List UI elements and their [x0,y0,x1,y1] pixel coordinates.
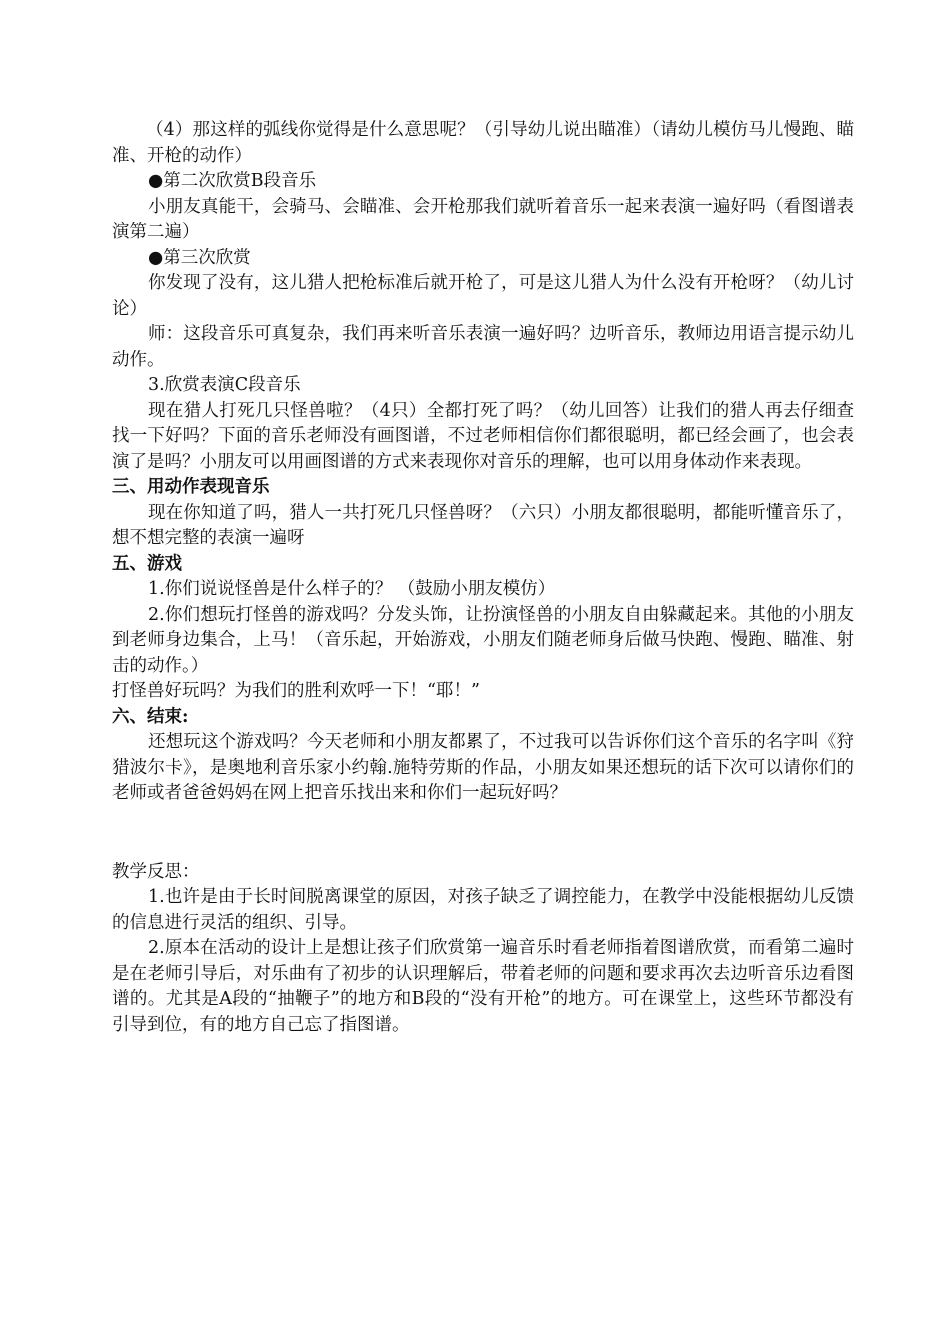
paragraph: 小朋友真能干，会骑马、会瞄准、会开枪那我们就听着音乐一起来表演一遍好吗（看图谱表演第二遍） [112,196,854,242]
reflection-title: 教学反思： [112,861,200,882]
paragraph: 2.原本在活动的设计上是想让孩子们欣赏第一遍音乐时看老师指着图谱欣赏，而看第二遍时是在老师引导后，对乐曲有了初步的认识理解后，带着老师的问题和要求再次去边听音乐边看图谱的。尤其是A段的“抽鞭子”的地方和B段的“没有开枪”的地方。可在课堂上，这些环节都没有引导到位，有的地方自己忘了指图谱。 [112,938,854,1035]
paragraph: 现在你知道了吗，猎人一共打死几只怪兽呀？（六只）小朋友都很聪明，都能听懂音乐了，想不想完整的表演一遍呀 [112,502,854,548]
section-heading: 五、游戏 [112,553,182,574]
section-heading: 六、结束: [112,706,189,727]
paragraph: 打怪兽好玩吗？为我们的胜利欢呼一下！“耶！” [112,681,480,701]
paragraph: 1.也许是由于长时间脱离课堂的原因，对孩子缺乏了调控能力，在教学中没能根据幼儿反馈的信息进行灵活的组织、引导。 [112,887,854,933]
paragraph: ●第二次欣赏B段音乐 [148,171,317,191]
paragraph: 3.欣赏表演C段音乐 [148,375,301,395]
paragraph: 师：这段音乐可真复杂，我们再来听音乐表演一遍好吗？边听音乐，教师边用语言提示幼儿动作。 [112,324,854,370]
section-heading: 三、用动作表现音乐 [112,477,270,497]
paragraph: 1.你们说说怪兽是什么样子的？ （鼓励小朋友模仿） [148,579,556,599]
blank-gap [112,807,854,860]
paragraph: （4）那这样的弧线你觉得是什么意思呢？（引导幼儿说出瞄准）（请幼儿模仿马儿慢跑、瞄准、开枪的动作） [112,120,854,166]
paragraph: ●第三次欣赏 [148,247,251,268]
paragraph: 现在猎人打死几只怪兽啦？（4只）全都打死了吗？（幼儿回答）让我们的猎人再去仔细查找一下好吗？下面的音乐老师没有画图谱，不过老师相信你们都很聪明，都已经会画了，也会表演了是吗？小朋友可以用画图谱的方式来表现你对音乐的理解，也可以用身体动作来表现。 [112,400,854,472]
paragraph: 还想玩这个游戏吗？今天老师和小朋友都累了，不过我可以告诉你们这个音乐的名字叫《狩猎波尔卡》，是奥地利音乐家小约翰.施特劳斯的作品，小朋友如果还想玩的话下次可以请你们的老师或者爸爸妈妈在网上把音乐找出来和你们一起玩好吗？ [112,732,854,803]
document-page [112,118,854,1038]
paragraph: 2.你们想玩打怪兽的游戏吗？分发头饰，让扮演怪兽的小朋友自由躲藏起来。其他的小朋友到老师身边集合，上马！（音乐起，开始游戏，小朋友们随老师身后做马快跑、慢跑、瞄准、射击的动作。） [112,604,854,676]
paragraph: 你发现了没有，这儿猎人把枪标准后就开枪了，可是这儿猎人为什么没有开枪呀？（幼儿讨论） [112,273,854,319]
